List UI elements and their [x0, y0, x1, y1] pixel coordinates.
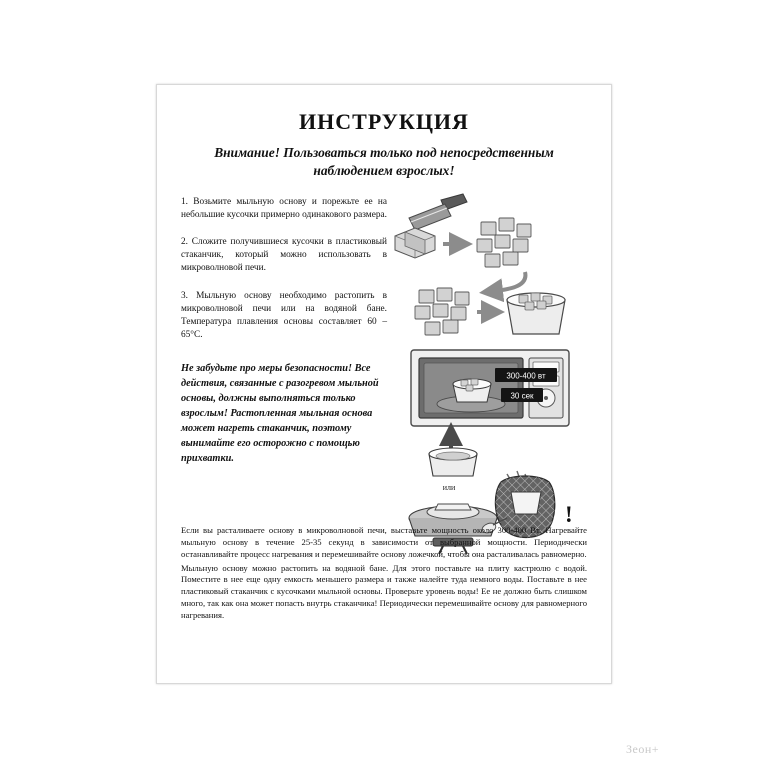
warning-subtitle: Внимание! Пользоваться только под непосредственным наблюдением взрослых! — [214, 145, 554, 178]
step-item: 3. Мыльную основу необходимо растопить в микроволновой печи или на водяной бане. Температура плавления основы составляет 60 – 65°C. — [181, 290, 387, 341]
bottom-paragraph: Если вы расталиваете основу в микроволновой печи, выставьте мощность около 300-400 Вт. Нагревайте мыльную основу в течение 25-35 секунд в зависимости от выбранной мощности. Периодически останавливайте процесс нагревания и перемешивайте основу ложечкой, чтобы она расталивалась равномерно. — [181, 525, 587, 559]
instruction-sheet — [156, 84, 612, 684]
instruction-illustration — [389, 192, 603, 527]
bottom-instructions — [181, 525, 587, 624]
cutting-illustration — [395, 194, 531, 267]
safety-note: Не забудьте про меры безопасности! Все действия, связанные с разогревом мыльной основы, должны выполняться только взрослым! Растопленная мыльная основа может нагреть стаканчик, поэтому вынимайте его осторожно с помощью прихватки. — [181, 363, 379, 464]
sheet-content — [167, 95, 601, 673]
microwave-illustration — [411, 350, 569, 426]
step-item: 1. Возьмите мыльную основу и порежьте ее на небольшие кусочки примерно одинакового размера. — [181, 196, 387, 220]
illustration-column — [389, 192, 603, 527]
instruction-columns — [167, 196, 601, 527]
warning-exclamation: ! — [565, 501, 573, 527]
microwave-time-label: 30 сек — [510, 391, 534, 401]
step-item: 2. Сложите получившиеся кусочки в пластиковый стаканчик, который можно использовать в микроволновой печи. — [181, 237, 387, 274]
bottom-paragraph: Мыльную основу можно растопить на водяной бане. Для этого поставьте на плиту кастрюлю с водой. Поместите в нее еще одну емкость меньшего размера и также налейте туда немного воды. Поставьте в нее пластиковый стаканчик с кусочками мыльной основы. Проверьте уровень воды! Ее не должно быть слишком много, так как она может попасть внутрь стаканчика! Периодически перемешивайте основу для равномерного нагревания. — [181, 562, 587, 621]
page-title: ИНСТРУКЦИЯ — [299, 109, 469, 134]
microwave-power-label: 300-400 вт — [506, 371, 546, 381]
steps-column — [181, 196, 387, 467]
watermark: Зеон+ — [626, 742, 660, 756]
or-label: или — [442, 482, 456, 492]
cup-filling-illustration — [415, 288, 565, 335]
